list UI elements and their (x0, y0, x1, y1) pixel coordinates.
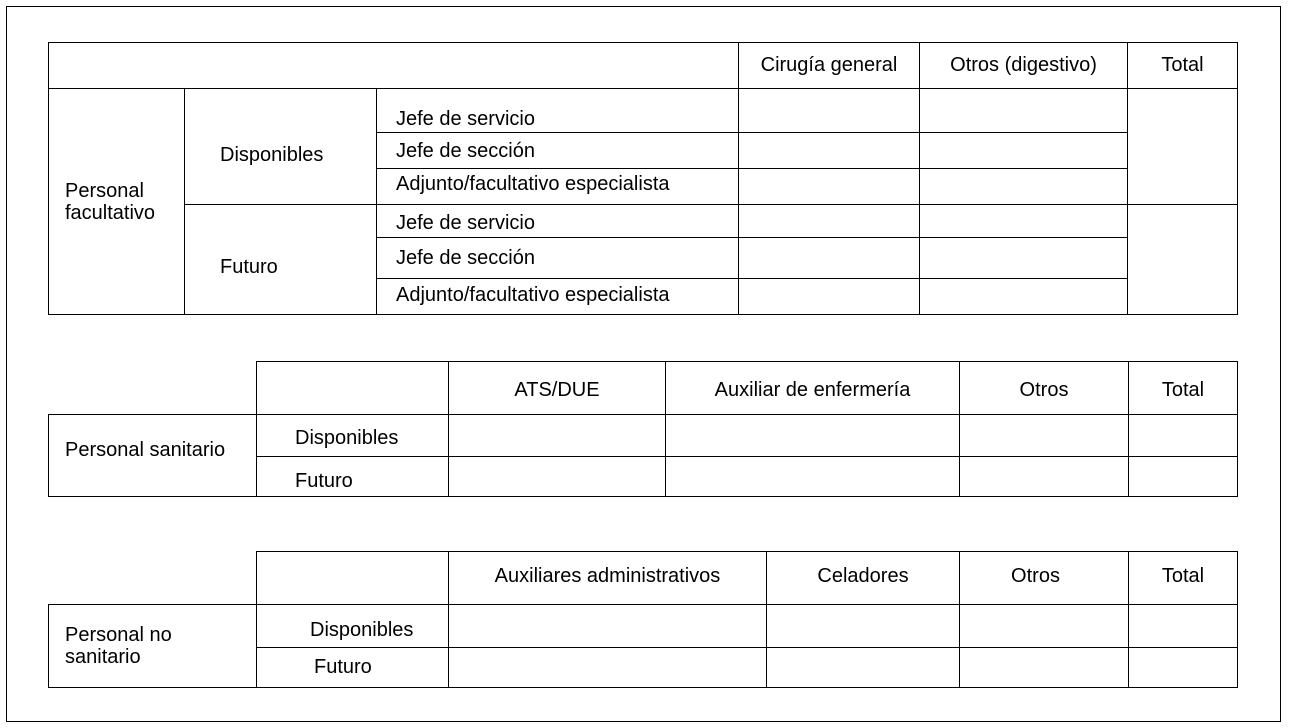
row-label: Jefe de servicio (396, 212, 535, 234)
header-ats-due: ATS/DUE (514, 379, 600, 401)
header-auxiliares-administrativos: Auxiliares administrativos (494, 565, 721, 587)
header-auxiliar-enfermeria: Auxiliar de enfermería (714, 379, 911, 401)
header-total: Total (1161, 54, 1204, 76)
header-otros: Otros (1011, 565, 1060, 587)
table1-col-divider (184, 88, 185, 315)
table2-top-border (256, 361, 1238, 362)
table1-subgroup-divider (184, 204, 1238, 205)
row-label: Adjunto/facultativo especialista (396, 284, 670, 306)
row-label: Jefe de sección (396, 140, 535, 162)
group-label-line: Personal (65, 180, 144, 202)
row-label-futuro: Futuro (314, 656, 372, 678)
table3-bottom-border (48, 687, 1238, 688)
row-label-disponibles: Disponibles (310, 619, 414, 641)
table2-header-border (48, 414, 1238, 415)
table3-row-divider (256, 647, 1238, 648)
table3-left-border (48, 604, 49, 688)
table1-row-divider (376, 168, 1128, 169)
table1-bottom-border (48, 314, 1238, 315)
group-label-personal-sanitario: Personal sanitario (65, 439, 226, 461)
row-label-futuro: Futuro (295, 470, 353, 492)
page-frame (6, 6, 1281, 722)
table1-col-divider (1127, 42, 1128, 315)
table2-row-divider (256, 456, 1238, 457)
table2-left-border (48, 414, 49, 497)
row-label: Jefe de servicio (396, 108, 535, 130)
table1-right-border (1237, 42, 1238, 315)
table2-col-divider (256, 361, 257, 497)
header-celadores: Celadores (817, 565, 909, 587)
table1-col-divider (738, 42, 739, 315)
subgroup-label-disponibles: Disponibles (220, 144, 324, 166)
table1-col-divider (919, 42, 920, 315)
header-otros-digestivo: Otros (digestivo) (950, 54, 1097, 76)
header-otros: Otros (1019, 379, 1069, 401)
group-label-line: sanitario (65, 646, 141, 668)
table1-header-border (48, 88, 1238, 89)
table1-left-border (48, 42, 49, 315)
table1-top-border (48, 42, 1238, 43)
table2-right-border (1237, 361, 1238, 497)
row-label: Adjunto/facultativo especialista (396, 173, 670, 195)
table3-right-border (1237, 551, 1238, 688)
header-total: Total (1161, 565, 1205, 587)
group-label-line: Personal no (65, 624, 172, 646)
group-label-line: facultativo (65, 202, 156, 224)
table1-row-divider (376, 132, 1128, 133)
table2-bottom-border (48, 496, 1238, 497)
table1-row-divider (376, 237, 1128, 238)
table3-header-border (48, 604, 1238, 605)
row-label: Jefe de sección (396, 247, 535, 269)
table3-top-border (256, 551, 1238, 552)
header-cirugia-general: Cirugía general (760, 54, 898, 76)
row-label-disponibles: Disponibles (295, 427, 399, 449)
table1-row-divider (376, 278, 1128, 279)
subgroup-label-futuro: Futuro (220, 256, 278, 278)
table1-col-divider (376, 88, 377, 315)
table3-col-divider (256, 551, 257, 688)
header-total: Total (1161, 379, 1205, 401)
